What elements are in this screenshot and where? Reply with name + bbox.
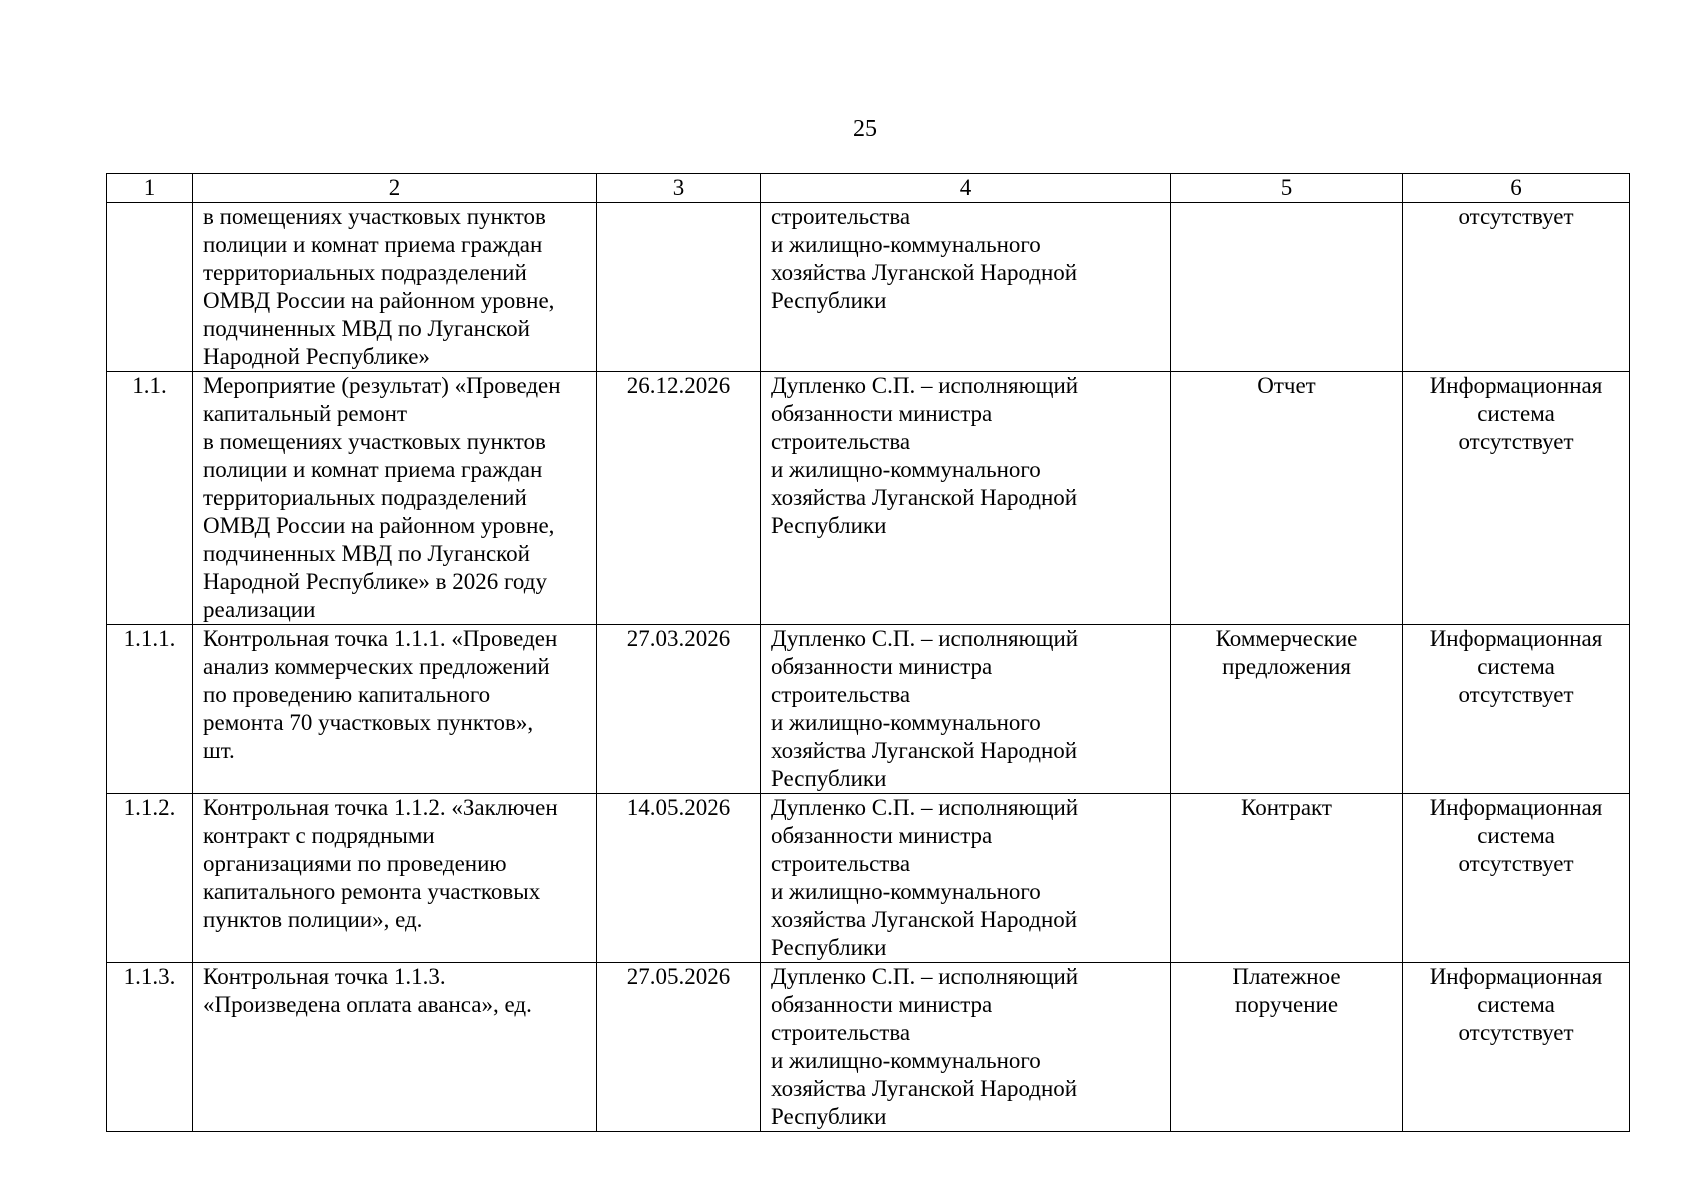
cell-document-line: поручение bbox=[1234, 992, 1339, 1017]
cell-name-line: территориальных подразделений bbox=[203, 260, 527, 285]
cell-name-line: организациями по проведению bbox=[203, 851, 507, 876]
cell-name-line: Народной Республике» bbox=[203, 344, 430, 369]
table-row bbox=[107, 794, 1630, 963]
header-col-4: 4 bbox=[761, 174, 1171, 203]
cell-responsible bbox=[761, 625, 1171, 794]
cell-system-line: система bbox=[1477, 401, 1555, 426]
cell-name-line: «Произведена оплата аванса», ед. bbox=[203, 992, 532, 1017]
header-col-3: 3 bbox=[597, 174, 761, 203]
cell-system-line: отсутствует bbox=[1458, 204, 1574, 229]
cell-responsible-line: Дупленко С.П. – исполняющий bbox=[771, 795, 1079, 820]
cell-number: 1.1.2. bbox=[107, 794, 193, 963]
cell-document bbox=[1171, 203, 1403, 372]
cell-responsible-line: и жилищно-коммунального bbox=[771, 879, 1041, 904]
cell-name-line: Контрольная точка 1.1.3. bbox=[203, 964, 446, 989]
cell-name bbox=[193, 794, 597, 963]
cell-responsible-line: Республики bbox=[771, 766, 887, 791]
cell-name-line: полиции и комнат приема граждан bbox=[203, 232, 543, 257]
cell-number: 1.1.1. bbox=[107, 625, 193, 794]
cell-system bbox=[1403, 794, 1630, 963]
cell-name-line: Народной Республике» в 2026 году bbox=[203, 569, 547, 594]
cell-name-line: пунктов полиции», ед. bbox=[203, 907, 423, 932]
cell-document-line: Отчет bbox=[1257, 373, 1316, 398]
cell-responsible-line: обязанности министра bbox=[771, 401, 993, 426]
cell-system-line: Информационная bbox=[1429, 964, 1603, 989]
cell-date: 27.05.2026 bbox=[597, 963, 761, 1132]
cell-name-line: шт. bbox=[203, 738, 235, 763]
cell-system-line: Информационная bbox=[1429, 795, 1603, 820]
cell-responsible-line: строительства bbox=[771, 1020, 911, 1045]
cell-name-line: Контрольная точка 1.1.1. «Проведен bbox=[203, 626, 558, 651]
cell-document-line: Коммерческие bbox=[1215, 626, 1358, 651]
cell-responsible-line: строительства bbox=[771, 204, 911, 229]
cell-number bbox=[107, 203, 193, 372]
cell-system-line: Информационная bbox=[1429, 626, 1603, 651]
control-points-table bbox=[106, 173, 1630, 1132]
cell-name-line: капитальный ремонт bbox=[203, 401, 408, 426]
cell-name-line: ОМВД России на районном уровне, bbox=[203, 288, 555, 313]
cell-name-line: ОМВД России на районном уровне, bbox=[203, 513, 555, 538]
cell-name-line: в помещениях участковых пунктов bbox=[203, 429, 546, 454]
cell-document bbox=[1171, 625, 1403, 794]
cell-responsible bbox=[761, 203, 1171, 372]
cell-system-line: система bbox=[1477, 823, 1555, 848]
cell-name-line: полиции и комнат приема граждан bbox=[203, 457, 543, 482]
cell-document-line: Платежное bbox=[1232, 964, 1341, 989]
cell-name-line: контракт с подрядными bbox=[203, 823, 435, 848]
header-col-2: 2 bbox=[193, 174, 597, 203]
page-number: 25 bbox=[853, 116, 877, 142]
cell-date: 26.12.2026 bbox=[597, 372, 761, 625]
cell-responsible-line: и жилищно-коммунального bbox=[771, 457, 1041, 482]
cell-responsible-line: строительства bbox=[771, 682, 911, 707]
cell-responsible-line: хозяйства Луганской Народной bbox=[771, 1076, 1078, 1101]
cell-system bbox=[1403, 625, 1630, 794]
cell-responsible-line: строительства bbox=[771, 429, 911, 454]
table-row bbox=[107, 372, 1630, 625]
cell-system-line: Информационная bbox=[1429, 373, 1603, 398]
cell-name bbox=[193, 203, 597, 372]
cell-name bbox=[193, 372, 597, 625]
cell-responsible-line: Дупленко С.П. – исполняющий bbox=[771, 626, 1079, 651]
header-col-6: 6 bbox=[1403, 174, 1630, 203]
cell-document-line: предложения bbox=[1222, 654, 1351, 679]
cell-name-line: капитального ремонта участковых bbox=[203, 879, 541, 904]
cell-number: 1.1.3. bbox=[107, 963, 193, 1132]
cell-system-line: отсутствует bbox=[1458, 429, 1574, 454]
cell-system bbox=[1403, 372, 1630, 625]
table-header-row bbox=[107, 174, 1630, 203]
cell-responsible-line: Дупленко С.П. – исполняющий bbox=[771, 964, 1079, 989]
cell-system-line: отсутствует bbox=[1458, 682, 1574, 707]
cell-document bbox=[1171, 963, 1403, 1132]
cell-responsible-line: и жилищно-коммунального bbox=[771, 710, 1041, 735]
cell-responsible-line: хозяйства Луганской Народной bbox=[771, 485, 1078, 510]
cell-responsible-line: строительства bbox=[771, 851, 911, 876]
cell-name bbox=[193, 625, 597, 794]
cell-document-line: Контракт bbox=[1241, 795, 1332, 820]
cell-system-line: система bbox=[1477, 654, 1555, 679]
cell-responsible-line: и жилищно-коммунального bbox=[771, 1048, 1041, 1073]
cell-responsible-line: Республики bbox=[771, 513, 887, 538]
cell-responsible-line: Республики bbox=[771, 1104, 887, 1129]
cell-number: 1.1. bbox=[107, 372, 193, 625]
table-body bbox=[107, 203, 1630, 1132]
cell-date: 27.03.2026 bbox=[597, 625, 761, 794]
cell-responsible bbox=[761, 963, 1171, 1132]
cell-system-line: отсутствует bbox=[1458, 1020, 1574, 1045]
cell-responsible-line: хозяйства Луганской Народной bbox=[771, 738, 1078, 763]
cell-responsible bbox=[761, 794, 1171, 963]
cell-responsible bbox=[761, 372, 1171, 625]
cell-system-line: отсутствует bbox=[1458, 851, 1574, 876]
cell-name-line: подчиненных МВД по Луганской bbox=[203, 541, 530, 566]
cell-document bbox=[1171, 794, 1403, 963]
cell-date: 14.05.2026 bbox=[597, 794, 761, 963]
cell-system-line: система bbox=[1477, 992, 1555, 1017]
cell-name-line: Мероприятие (результат) «Проведен bbox=[203, 373, 561, 398]
header-col-5: 5 bbox=[1171, 174, 1403, 203]
cell-name-line: по проведению капитального bbox=[203, 682, 491, 707]
cell-name-line: анализ коммерческих предложений bbox=[203, 654, 550, 679]
cell-name-line: подчиненных МВД по Луганской bbox=[203, 316, 530, 341]
cell-name-line: Контрольная точка 1.1.2. «Заключен bbox=[203, 795, 558, 820]
cell-responsible-line: и жилищно-коммунального bbox=[771, 232, 1041, 257]
cell-name-line: в помещениях участковых пунктов bbox=[203, 204, 546, 229]
cell-name bbox=[193, 963, 597, 1132]
cell-responsible-line: обязанности министра bbox=[771, 654, 993, 679]
cell-responsible-line: Республики bbox=[771, 288, 887, 313]
cell-system bbox=[1403, 963, 1630, 1132]
cell-name-line: ремонта 70 участковых пунктов», bbox=[203, 710, 534, 735]
table-row bbox=[107, 625, 1630, 794]
table-row bbox=[107, 203, 1630, 372]
cell-responsible-line: хозяйства Луганской Народной bbox=[771, 907, 1078, 932]
cell-responsible-line: обязанности министра bbox=[771, 823, 993, 848]
table-row bbox=[107, 963, 1630, 1132]
cell-responsible-line: обязанности министра bbox=[771, 992, 993, 1017]
cell-document bbox=[1171, 372, 1403, 625]
cell-system bbox=[1403, 203, 1630, 372]
cell-responsible-line: Дупленко С.П. – исполняющий bbox=[771, 373, 1079, 398]
cell-date bbox=[597, 203, 761, 372]
cell-responsible-line: Республики bbox=[771, 935, 887, 960]
cell-name-line: территориальных подразделений bbox=[203, 485, 527, 510]
cell-responsible-line: хозяйства Луганской Народной bbox=[771, 260, 1078, 285]
header-col-1: 1 bbox=[107, 174, 193, 203]
cell-name-line: реализации bbox=[203, 597, 316, 622]
